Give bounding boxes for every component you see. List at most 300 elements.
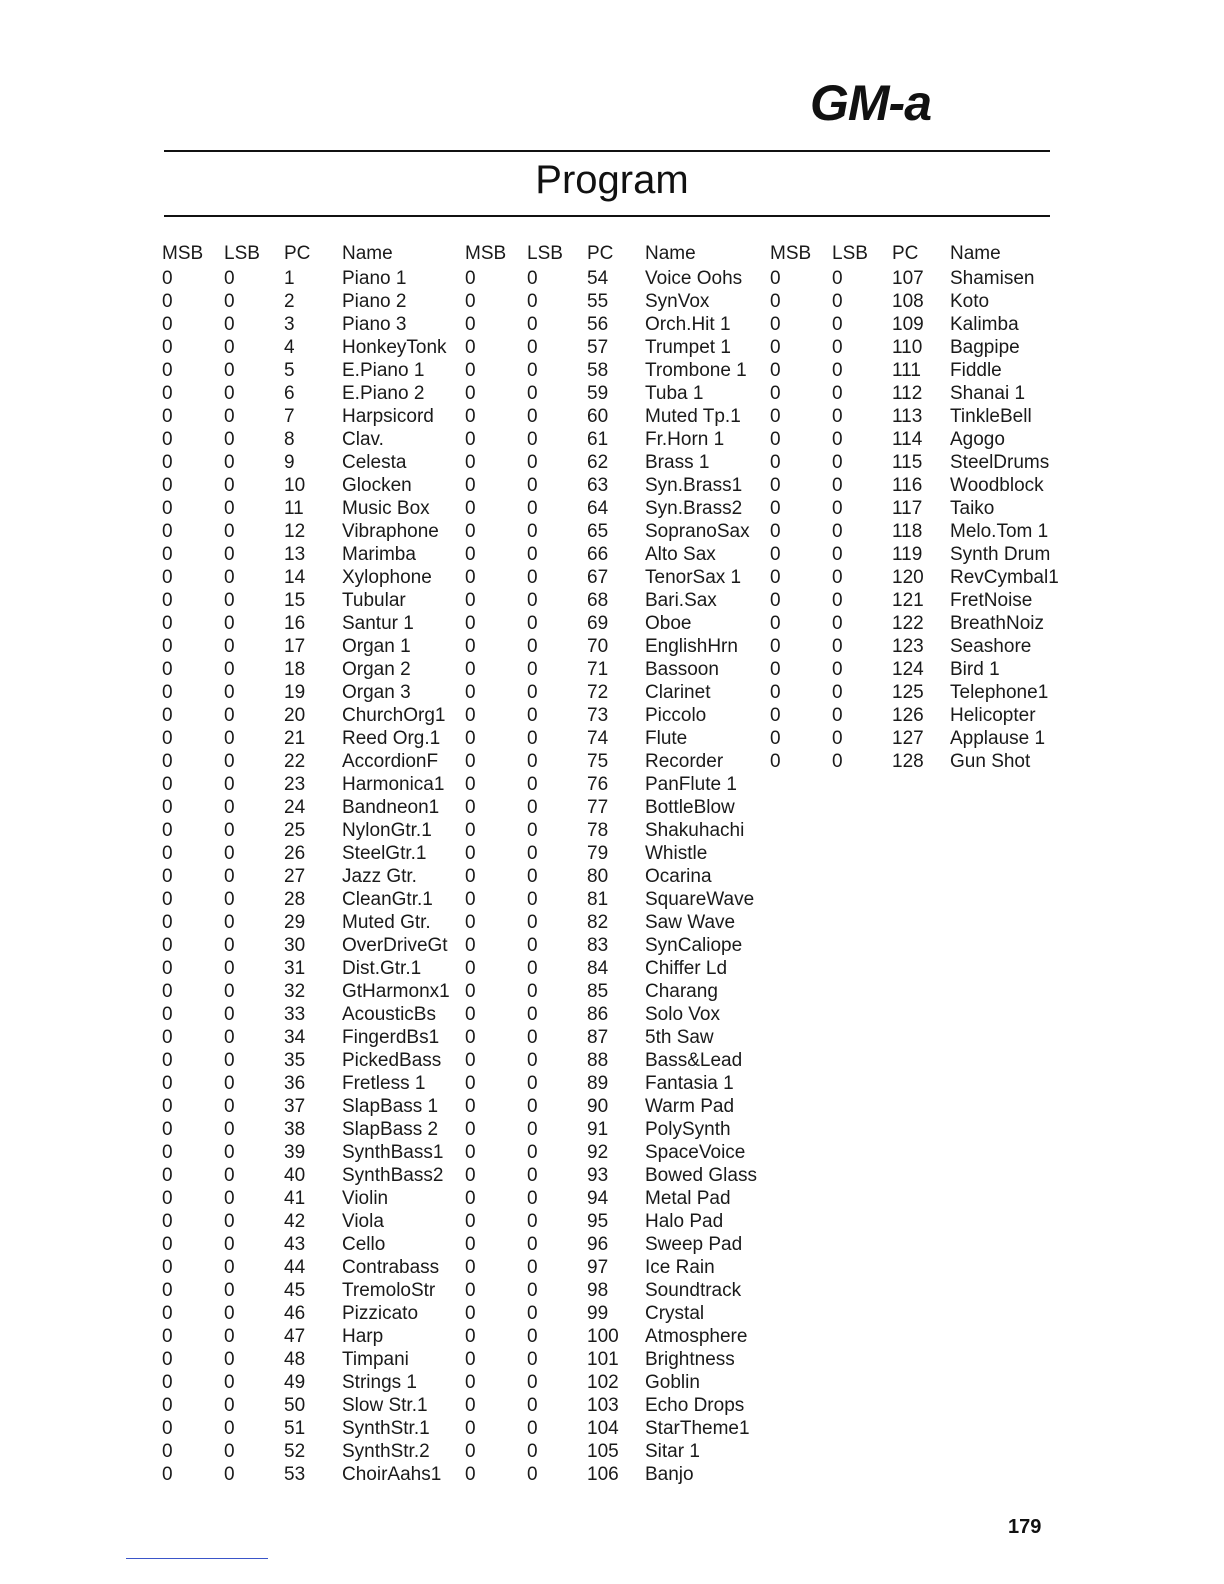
program-row [162, 520, 467, 543]
program-pc: 112 [892, 383, 923, 404]
program-pc: 68 [587, 590, 609, 611]
program-name: Vibraphone [342, 521, 439, 542]
program-row [465, 934, 770, 957]
program-pc: 79 [587, 843, 609, 864]
program-name: Saw Wave [645, 912, 736, 933]
program-lsb: 0 [224, 774, 235, 795]
program-pc: 75 [587, 751, 609, 772]
program-pc: 54 [587, 268, 609, 289]
program-msb: 0 [162, 659, 173, 680]
program-lsb: 0 [224, 1372, 235, 1393]
program-name: E.Piano 2 [342, 383, 425, 404]
program-msb: 0 [162, 590, 173, 611]
program-lsb: 0 [527, 1027, 538, 1048]
program-msb: 0 [465, 866, 476, 887]
program-name: Chiffer Ld [645, 958, 728, 979]
program-msb: 0 [162, 774, 173, 795]
program-msb: 0 [770, 705, 781, 726]
program-name: Woodblock [950, 475, 1044, 496]
program-name: Charang [645, 981, 718, 1002]
program-row [162, 1256, 467, 1279]
program-pc: 7 [284, 406, 295, 427]
program-pc: 42 [284, 1211, 306, 1232]
program-msb: 0 [770, 751, 781, 772]
program-row [162, 1348, 467, 1371]
program-name: Dist.Gtr.1 [342, 958, 422, 979]
program-name: Agogo [950, 429, 1005, 450]
program-pc: 60 [587, 406, 609, 427]
program-pc: 111 [892, 360, 921, 381]
program-pc: 73 [587, 705, 609, 726]
program-name: Santur 1 [342, 613, 414, 634]
program-name: Metal Pad [645, 1188, 731, 1209]
program-lsb: 0 [527, 705, 538, 726]
program-pc: 32 [284, 981, 306, 1002]
program-lsb: 0 [527, 1395, 538, 1416]
program-row [162, 842, 467, 865]
program-name: SopranoSax [645, 521, 750, 542]
program-name: CleanGtr.1 [342, 889, 433, 910]
program-msb: 0 [162, 1257, 173, 1278]
program-row [770, 589, 1075, 612]
program-row [770, 704, 1075, 727]
program-row [465, 796, 770, 819]
program-name: PanFlute 1 [645, 774, 737, 795]
program-msb: 0 [162, 1073, 173, 1094]
program-msb: 0 [465, 567, 476, 588]
program-lsb: 0 [832, 613, 843, 634]
program-lsb: 0 [832, 475, 843, 496]
program-msb: 0 [162, 544, 173, 565]
program-row [162, 773, 467, 796]
program-pc: 6 [284, 383, 295, 404]
program-name: Music Box [342, 498, 430, 519]
program-pc: 64 [587, 498, 609, 519]
program-row [465, 290, 770, 313]
column-header-row [770, 242, 1075, 265]
program-lsb: 0 [527, 1464, 538, 1485]
program-lsb: 0 [832, 498, 843, 519]
program-lsb: 0 [527, 636, 538, 657]
program-row [465, 1440, 770, 1463]
program-pc: 110 [892, 337, 923, 358]
program-name: Seashore [950, 636, 1032, 657]
program-pc: 106 [587, 1464, 619, 1485]
program-name: RevCymbal1 [950, 567, 1059, 588]
program-lsb: 0 [832, 291, 843, 312]
page-header-title: GM-a [810, 75, 931, 131]
program-name: Oboe [645, 613, 692, 634]
program-lsb: 0 [527, 291, 538, 312]
program-name: SteelGtr.1 [342, 843, 427, 864]
program-name: Helicopter [950, 705, 1036, 726]
program-lsb: 0 [527, 682, 538, 703]
column-header-name: Name [950, 243, 1001, 264]
program-pc: 50 [284, 1395, 306, 1416]
program-msb: 0 [770, 590, 781, 611]
program-name: Bassoon [645, 659, 719, 680]
program-lsb: 0 [527, 521, 538, 542]
program-msb: 0 [465, 935, 476, 956]
program-lsb: 0 [224, 1303, 235, 1324]
program-name: Organ 2 [342, 659, 411, 680]
program-row [162, 934, 467, 957]
program-msb: 0 [162, 843, 173, 864]
program-pc: 118 [892, 521, 923, 542]
program-name: Syn.Brass1 [645, 475, 743, 496]
program-msb: 0 [162, 797, 173, 818]
program-lsb: 0 [527, 1303, 538, 1324]
program-name: Viola [342, 1211, 384, 1232]
program-name: EnglishHrn [645, 636, 738, 657]
program-pc: 124 [892, 659, 924, 680]
program-pc: 43 [284, 1234, 306, 1255]
program-lsb: 0 [224, 659, 235, 680]
program-pc: 26 [284, 843, 306, 864]
program-lsb: 0 [527, 1050, 538, 1071]
program-name: Echo Drops [645, 1395, 745, 1416]
program-lsb: 0 [527, 1349, 538, 1370]
program-row [770, 428, 1075, 451]
program-pc: 16 [284, 613, 306, 634]
program-row [770, 359, 1075, 382]
program-row [162, 1279, 467, 1302]
program-name: Alto Sax [645, 544, 716, 565]
program-lsb: 0 [832, 682, 843, 703]
program-pc: 58 [587, 360, 609, 381]
program-column-3 [770, 242, 1075, 773]
program-row [465, 1095, 770, 1118]
program-name: Muted Tp.1 [645, 406, 741, 427]
program-pc: 55 [587, 291, 609, 312]
program-name: Tubular [342, 590, 406, 611]
program-lsb: 0 [527, 1372, 538, 1393]
program-lsb: 0 [527, 1188, 538, 1209]
program-lsb: 0 [224, 1188, 235, 1209]
program-name: Xylophone [342, 567, 432, 588]
program-msb: 0 [465, 636, 476, 657]
program-lsb: 0 [527, 1119, 538, 1140]
program-row [770, 520, 1075, 543]
program-lsb: 0 [224, 498, 235, 519]
program-lsb: 0 [527, 1326, 538, 1347]
program-msb: 0 [162, 1027, 173, 1048]
program-row [770, 658, 1075, 681]
program-row [465, 1164, 770, 1187]
program-msb: 0 [770, 291, 781, 312]
program-msb: 0 [465, 774, 476, 795]
program-msb: 0 [465, 1142, 476, 1163]
program-msb: 0 [162, 1349, 173, 1370]
program-row [162, 635, 467, 658]
program-row [162, 1118, 467, 1141]
program-lsb: 0 [224, 1395, 235, 1416]
program-msb: 0 [770, 429, 781, 450]
program-name: Violin [342, 1188, 389, 1209]
program-name: Tuba 1 [645, 383, 704, 404]
program-msb: 0 [465, 1464, 476, 1485]
program-msb: 0 [162, 1372, 173, 1393]
program-name: SquareWave [645, 889, 755, 910]
program-msb: 0 [465, 820, 476, 841]
program-name: Melo.Tom 1 [950, 521, 1049, 542]
program-lsb: 0 [832, 659, 843, 680]
program-lsb: 0 [224, 1234, 235, 1255]
program-msb: 0 [465, 521, 476, 542]
program-row [162, 727, 467, 750]
program-name: Slow Str.1 [342, 1395, 428, 1416]
program-name: Piano 2 [342, 291, 407, 312]
program-pc: 48 [284, 1349, 306, 1370]
program-lsb: 0 [224, 843, 235, 864]
program-msb: 0 [162, 1211, 173, 1232]
program-pc: 108 [892, 291, 924, 312]
program-row [162, 1233, 467, 1256]
program-msb: 0 [465, 1280, 476, 1301]
program-name: Sitar 1 [645, 1441, 700, 1462]
program-lsb: 0 [527, 935, 538, 956]
program-msb: 0 [770, 475, 781, 496]
program-msb: 0 [770, 498, 781, 519]
program-msb: 0 [162, 1234, 173, 1255]
program-row [770, 750, 1075, 773]
program-name: Jazz Gtr. [342, 866, 417, 887]
program-row [465, 911, 770, 934]
program-row [770, 612, 1075, 635]
program-row [162, 474, 467, 497]
program-row [465, 405, 770, 428]
program-row [162, 1026, 467, 1049]
program-row [770, 451, 1075, 474]
program-name: TinkleBell [950, 406, 1032, 427]
program-lsb: 0 [527, 1004, 538, 1025]
program-lsb: 0 [224, 1119, 235, 1140]
section-title: Program [535, 158, 689, 202]
program-row [770, 290, 1075, 313]
program-row [162, 428, 467, 451]
program-lsb: 0 [527, 1096, 538, 1117]
program-lsb: 0 [224, 1096, 235, 1117]
program-msb: 0 [770, 613, 781, 634]
program-name: Crystal [645, 1303, 705, 1324]
program-pc: 114 [892, 429, 923, 450]
program-row [465, 1417, 770, 1440]
program-name: SynCaliope [645, 935, 743, 956]
program-row [770, 267, 1075, 290]
program-pc: 13 [284, 544, 306, 565]
program-msb: 0 [465, 682, 476, 703]
program-lsb: 0 [527, 1165, 538, 1186]
program-pc: 36 [284, 1073, 306, 1094]
program-row [162, 1463, 467, 1486]
program-lsb: 0 [527, 1142, 538, 1163]
program-row [162, 382, 467, 405]
program-name: Kalimba [950, 314, 1019, 335]
program-name: Applause 1 [950, 728, 1046, 749]
program-msb: 0 [770, 268, 781, 289]
program-msb: 0 [770, 383, 781, 404]
program-name: ChoirAahs1 [342, 1464, 442, 1485]
program-name: Harpsicord [342, 406, 434, 427]
program-row [162, 796, 467, 819]
program-lsb: 0 [224, 958, 235, 979]
program-lsb: 0 [224, 1073, 235, 1094]
program-lsb: 0 [832, 383, 843, 404]
program-lsb: 0 [527, 659, 538, 680]
program-lsb: 0 [527, 912, 538, 933]
program-pc: 12 [284, 521, 306, 542]
program-row [465, 865, 770, 888]
program-lsb: 0 [224, 452, 235, 473]
program-lsb: 0 [224, 1142, 235, 1163]
program-msb: 0 [162, 1303, 173, 1324]
program-pc: 22 [284, 751, 306, 772]
program-lsb: 0 [224, 1464, 235, 1485]
program-msb: 0 [465, 751, 476, 772]
program-name: Sweep Pad [645, 1234, 743, 1255]
program-name: Harmonica1 [342, 774, 445, 795]
program-lsb: 0 [527, 728, 538, 749]
program-msb: 0 [465, 1349, 476, 1370]
program-row [162, 589, 467, 612]
bottom-divider [164, 215, 1050, 217]
program-lsb: 0 [527, 1073, 538, 1094]
program-lsb: 0 [224, 429, 235, 450]
program-msb: 0 [162, 1418, 173, 1439]
program-name: Brightness [645, 1349, 735, 1370]
program-row [465, 727, 770, 750]
program-msb: 0 [465, 452, 476, 473]
program-lsb: 0 [224, 912, 235, 933]
program-pc: 41 [284, 1188, 306, 1209]
program-row [465, 497, 770, 520]
program-name: SynVox [645, 291, 710, 312]
program-msb: 0 [465, 659, 476, 680]
program-pc: 117 [892, 498, 923, 519]
program-msb: 0 [162, 1096, 173, 1117]
program-lsb: 0 [224, 889, 235, 910]
program-name: Piano 3 [342, 314, 407, 335]
program-row [162, 865, 467, 888]
program-pc: 125 [892, 682, 924, 703]
program-name: PolySynth [645, 1119, 731, 1140]
program-lsb: 0 [224, 337, 235, 358]
program-msb: 0 [465, 1441, 476, 1462]
program-pc: 81 [587, 889, 609, 910]
program-pc: 107 [892, 268, 924, 289]
program-lsb: 0 [832, 268, 843, 289]
program-pc: 109 [892, 314, 924, 335]
program-name: Marimba [342, 544, 416, 565]
program-msb: 0 [162, 383, 173, 404]
program-name: Fiddle [950, 360, 1002, 381]
program-pc: 77 [587, 797, 609, 818]
program-name: Telephone1 [950, 682, 1049, 703]
program-row [162, 612, 467, 635]
program-pc: 44 [284, 1257, 306, 1278]
program-name: Voice Oohs [645, 268, 743, 289]
program-msb: 0 [770, 636, 781, 657]
program-pc: 92 [587, 1142, 609, 1163]
program-name: Strings 1 [342, 1372, 417, 1393]
program-msb: 0 [465, 1073, 476, 1094]
program-pc: 120 [892, 567, 924, 588]
program-row [162, 819, 467, 842]
program-lsb: 0 [224, 1050, 235, 1071]
program-row [465, 382, 770, 405]
program-pc: 9 [284, 452, 295, 473]
program-pc: 63 [587, 475, 609, 496]
program-row [162, 1417, 467, 1440]
program-row [465, 1394, 770, 1417]
program-pc: 83 [587, 935, 609, 956]
program-pc: 65 [587, 521, 609, 542]
program-pc: 97 [587, 1257, 609, 1278]
program-msb: 0 [465, 1234, 476, 1255]
program-name: Bass&Lead [645, 1050, 743, 1071]
program-msb: 0 [465, 1395, 476, 1416]
program-lsb: 0 [224, 590, 235, 611]
program-lsb: 0 [527, 1418, 538, 1439]
column-header-msb: MSB [465, 243, 507, 264]
program-msb: 0 [465, 498, 476, 519]
program-msb: 0 [162, 1395, 173, 1416]
program-name: Organ 1 [342, 636, 411, 657]
program-msb: 0 [465, 544, 476, 565]
program-msb: 0 [465, 1096, 476, 1117]
program-name: GtHarmonx1 [342, 981, 450, 1002]
program-msb: 0 [770, 360, 781, 381]
program-name: Flute [645, 728, 688, 749]
program-row [465, 474, 770, 497]
program-lsb: 0 [832, 751, 843, 772]
program-lsb: 0 [224, 360, 235, 381]
program-name: Shakuhachi [645, 820, 745, 841]
program-lsb: 0 [832, 705, 843, 726]
program-pc: 35 [284, 1050, 306, 1071]
program-row [465, 543, 770, 566]
program-msb: 0 [465, 1050, 476, 1071]
program-pc: 95 [587, 1211, 609, 1232]
program-lsb: 0 [224, 268, 235, 289]
program-msb: 0 [162, 567, 173, 588]
program-pc: 98 [587, 1280, 609, 1301]
program-lsb: 0 [224, 1441, 235, 1462]
program-pc: 78 [587, 820, 609, 841]
program-msb: 0 [465, 314, 476, 335]
program-name: Bari.Sax [645, 590, 717, 611]
program-lsb: 0 [224, 981, 235, 1002]
program-pc: 85 [587, 981, 609, 1002]
column-header-name: Name [645, 243, 696, 264]
program-name: Whistle [645, 843, 708, 864]
program-row [465, 750, 770, 773]
program-lsb: 0 [224, 820, 235, 841]
program-pc: 47 [284, 1326, 306, 1347]
program-row [465, 313, 770, 336]
program-row [465, 888, 770, 911]
column-header-lsb: LSB [527, 243, 563, 264]
program-name: Banjo [645, 1464, 694, 1485]
program-row [465, 1302, 770, 1325]
program-pc: 123 [892, 636, 924, 657]
program-row [465, 1348, 770, 1371]
program-name: NylonGtr.1 [342, 820, 432, 841]
program-msb: 0 [465, 1372, 476, 1393]
column-header-pc: PC [587, 243, 614, 264]
program-lsb: 0 [527, 567, 538, 588]
program-lsb: 0 [832, 567, 843, 588]
